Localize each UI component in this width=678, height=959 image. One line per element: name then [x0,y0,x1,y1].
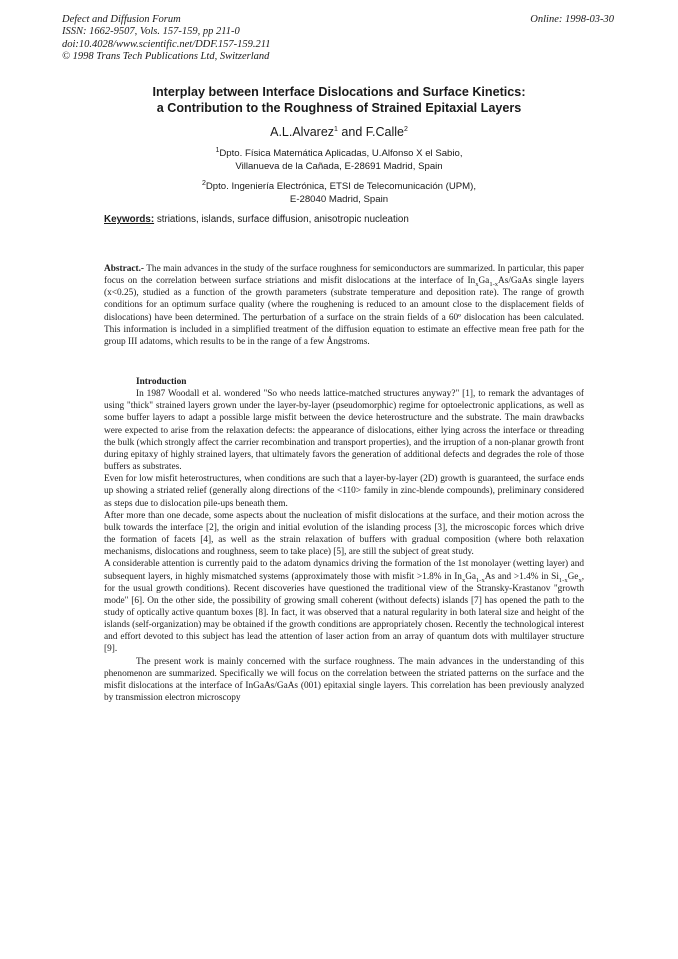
affiliation-line: E-28040 Madrid, Spain [289,194,389,205]
paragraph: Even for low misfit heterostructures, when conditions are such that a layer-by-layer (2D) growth is guaranteed, the surface ends up showing a striated relief (generally along directions of the <110> family in zinc-blende compounds), preliminary considered as steps due to dislocation pile-ups beneath them. [104,474,584,509]
copyright-line: © 1998 Trans Tech Publications Ltd, Switzerland [62,50,270,62]
subscript: x [475,281,479,289]
subscript: 1-x [489,281,498,289]
author-affiliation-mark: 2 [403,125,408,133]
affiliation-2 [90,180,588,206]
introduction-section [104,376,584,704]
paper-title [90,84,588,116]
abstract [104,263,584,348]
affiliation-1 [90,147,588,173]
abstract-text: Ga [478,276,490,287]
abstract-label: Abstract.- [104,264,145,274]
affiliation-line: Villanueva de la Cañada, E-28691 Madrid, Spain [235,161,443,172]
paragraph: The present work is mainly concerned with the surface roughness. The main advances in the understanding of this phenomenon are summarized. Specifically we will focus on the correlation between the striated patterns on the surface and the misfit dislocations at the interface of InGaAs/GaAs (001) epitaxial single layers. This correlation has been previously analyzed by transmission electron microscopy [104,656,584,704]
abstract-text: The main advances in the study of the surface roughness for semiconductors are summarized. In particular, this paper focus on the correlation between surface striations and misfit dislocations at the interface of In [104,264,584,287]
affiliation-mark: 1 [215,146,220,154]
section-heading: Introduction [136,377,187,387]
paragraph: In 1987 Woodall et al. wondered "So who needs lattice-matched structures anyway?" [1], to remark the advantages of using "thick" strained layers grown under the layer-by-layer (pseudomorphic) regime for optoelectronic applications, as well as some buffer layers to adapt a possible large misfit between the device heterostructure and the substrate. The main drawbacks were expected to arise from the relaxation defects: the appearance of dislocations, either lying across the interface or threading the bulk (which strongly affect the carrier recombination and transport properties), and the irruption of a non-planar growth front during epitaxy of highly strained layers, that ultimately favors the generation of additional defects and degrades the role of those buffers as substrates. [104,389,584,473]
author-name: F.Calle [365,125,404,139]
paragraph: After more than one decade, some aspects about the nucleation of misfit dislocations at the surface, and their motion across the bulk towards the interface [2], the origin and initial evolution of the islanding process [3], the microscopic forces which drive the formation of facets [4], as well as the strain relaxation of buffers with gradual composition (where both relaxation mechanisms, dislocations and roughness, seem to take place) [5], are still the subject of great study. [104,510,584,558]
journal-name: Defect and Diffusion Forum [62,14,181,25]
title-line-2: a Contribution to the Roughness of Strained Epitaxial Layers [156,101,522,115]
keywords-label: Keywords: [104,214,155,225]
paragraph [104,558,584,655]
author-conjunction: and [341,125,363,139]
paragraph-text: As and >1.4% in Si [484,571,559,582]
author-name: A.L.Alvarez [270,125,335,139]
affiliation-line: Dpto. Ingeniería Electrónica, ETSI de Telecomunicación (UPM), [205,181,477,192]
subscript: x [461,576,466,584]
author-affiliation-mark: 1 [334,125,338,133]
author-line [0,125,678,139]
abstract-text: As/GaAs single layers (x<0.25), studied as a function of the growth parameters (substrate temperature and deposition rate). The range of growth conditions for an optimum surface quality (where the roughening is reduced to an amount close to the displacement fields of dislocations) have been determined. The perturbation of a surface on the strain fields of a 60º dislocation has been calculated. This information is included in a simplified treatment of the diffusion equation to estimate an effective mean free path for the group III adatoms, which results to be in the range of a few Ångstroms. [104,276,584,347]
keywords-text: striations, islands, surface diffusion, anisotropic nucleation [156,214,409,225]
journal-header [62,14,271,63]
title-line-1: Interplay between Interface Dislocations and Surface Kinetics: [152,85,526,99]
keywords [104,214,409,225]
subscript: 1-x [558,576,568,584]
affiliation-mark: 2 [201,179,206,187]
issn-line: ISSN: 1662-9507, Vols. 157-159, pp 211-0 [62,26,240,38]
paragraph-text: A considerable attention is currently paid to the adatom dynamics driving the formation of the 1st monolayer (wetting layer) and subsequent layers, in highly mismatched systems (approximately those with misfit >1.8% in In [104,559,584,582]
subscript: x [578,576,582,584]
affiliation-line: Dpto. Física Matemática Aplicadas, U.Alfonso X el Sabio, [219,148,463,159]
doi-link[interactable]: doi:10.4028/www.scientific.net/DDF.157-159.211 [62,38,271,50]
paragraph-text: , for the usual growth conditions). Recent discoveries have questioned the traditional view of the Stransky-Krastanov "growth mode" [6]. On the other side, the possibility of growing small coherent (without defects) islands [7] has opened the path to the study of optically active quantum boxes [8]. In fact, it was observed that a natural regularity in both lateral size and height of the islands (self-organization) may be obtained if the growth conditions are appropriately chosen. Recently the technological interest and effort devoted to this subject has lead the attention of laser action from an array of quantum dots with multilayer structure [9]. [104,571,585,655]
online-date: Online: 1998-03-30 [530,14,614,25]
subscript: 1-x [476,576,485,584]
paragraph-text: Ga [465,571,477,582]
paragraph-text: Ge [567,571,579,582]
